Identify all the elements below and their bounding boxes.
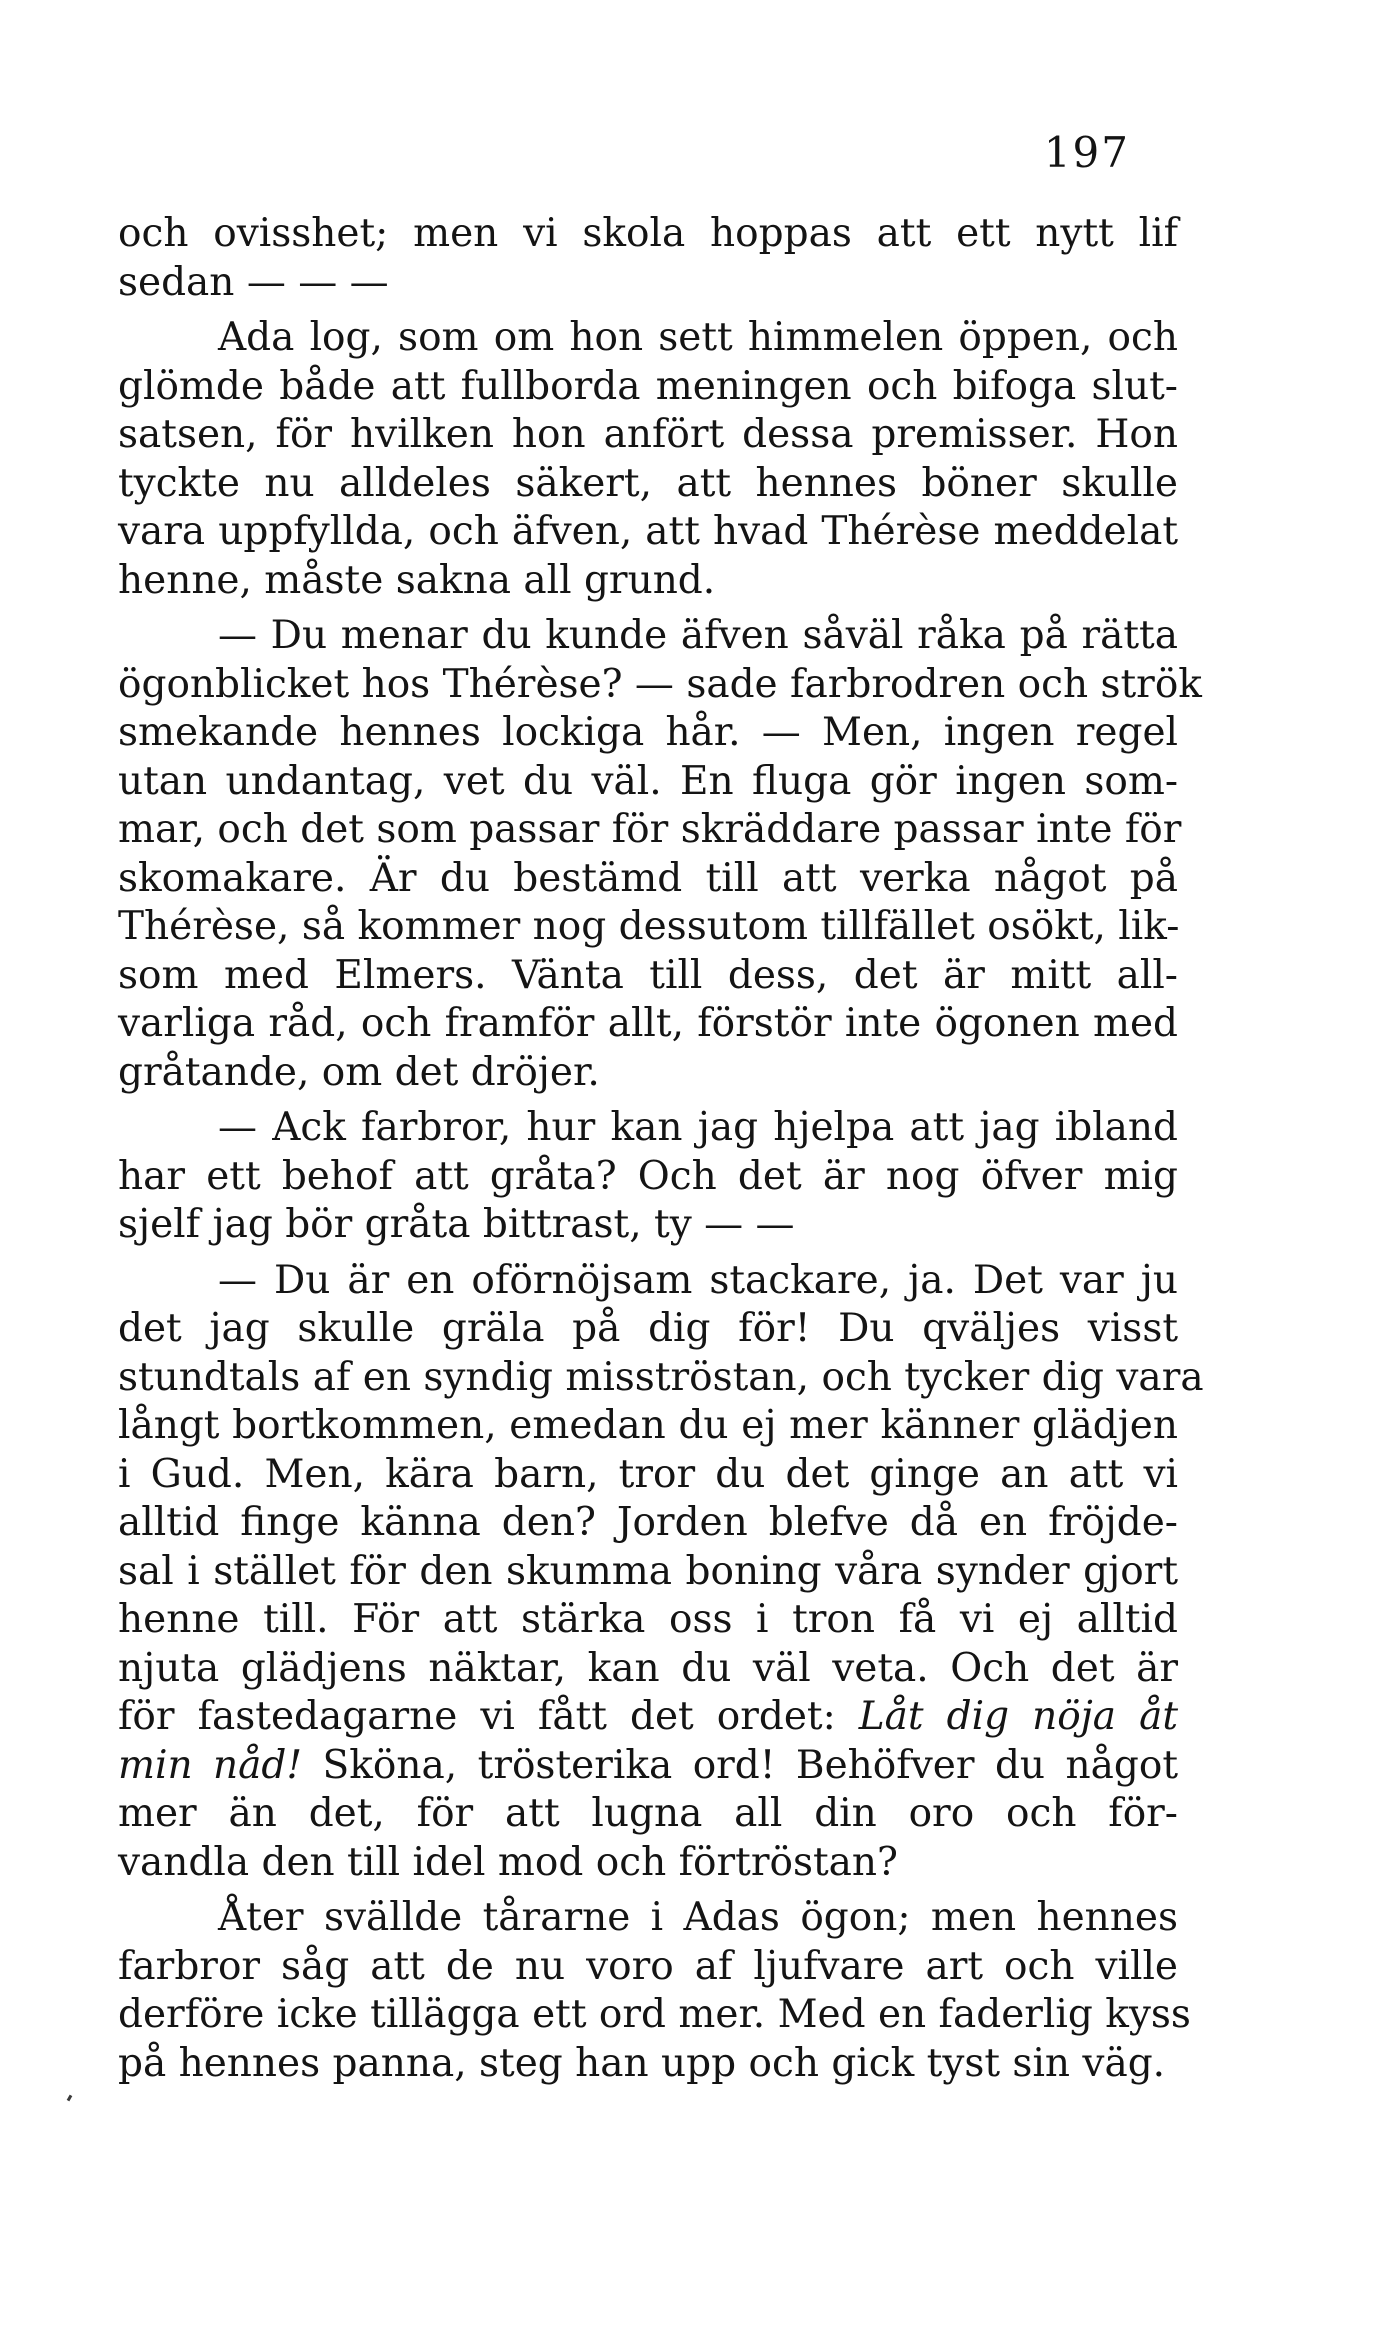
- paragraph: [118, 612, 1202, 1097]
- text-line: min nåd! Sköna, trösterika ord! Behöfver du något: [118, 1742, 1178, 1788]
- text-line: Thérèse, så kommer nog dessutom tillfället osökt, lik-: [118, 904, 1180, 949]
- text-line: derföre icke tillägga ett ord mer. Med en faderlig kyss: [118, 1992, 1191, 2037]
- text-line: — Du menar du kunde äfven såväl råka på rätta: [218, 613, 1178, 658]
- text-line: njuta glädjens näktar, kan du väl veta. Och det är: [118, 1645, 1178, 1691]
- text-line: tyckte nu alldeles säkert, att hennes böner skulle: [118, 460, 1178, 506]
- text-line: henne till. För att stärka oss i tron få vi ej alltid: [118, 1597, 1178, 1642]
- text-line: långt bortkommen, emedan du ej mer känner glädjen: [118, 1403, 1178, 1448]
- text-line: satsen, för hvilken hon anfört dessa premisser. Hon: [118, 412, 1178, 457]
- paragraph: [118, 1104, 1178, 1250]
- text-line: sjelf jag bör gråta bittrast, ty — —: [118, 1202, 795, 1247]
- text-line: sal i stället för den skumma boning våra synder gjort: [118, 1548, 1178, 1594]
- body-text: [118, 210, 1204, 2088]
- text-line: gråtande, om det dröjer.: [118, 1049, 600, 1095]
- text-line: henne, måste sakna all grund.: [118, 557, 716, 603]
- text-line: sedan — — —: [118, 259, 389, 305]
- paragraph: [118, 314, 1178, 605]
- text-line: — Ack farbror, hur kan jag hjelpa att jag ibland: [218, 1105, 1178, 1150]
- text-line: för fastedagarne vi fått det ordet: Låt dig nöja åt: [118, 1694, 1178, 1739]
- text-line: smekande hennes lockiga hår. — Men, ingen regel: [118, 710, 1178, 755]
- text-line: vandla den till idel mod och förtröstan?: [118, 1839, 898, 1885]
- text-line: glömde både att fullborda meningen och bifoga slut-: [118, 363, 1178, 409]
- text-line: varliga råd, och framför allt, förstör inte ögonen med: [118, 1001, 1178, 1046]
- text-line: skomakare. Är du bestämd till att verka något på: [118, 855, 1178, 901]
- text-line: Åter svällde tårarne i Adas ögon; men hennes: [218, 1895, 1178, 1940]
- paragraph: [118, 1257, 1204, 1888]
- text-line: har ett behof att gråta? Och det är nog öfver mig: [118, 1153, 1178, 1199]
- page-number: 197: [1043, 128, 1130, 177]
- text-line: det jag skulle gräla på dig för! Du qväljes visst: [118, 1306, 1178, 1351]
- paragraph: [118, 210, 1178, 307]
- paragraph: [118, 1894, 1191, 2088]
- text-line: — Du är en oförnöjsam stackare, ja. Det var ju: [218, 1257, 1178, 1303]
- text-line: stundtals af en syndig misströstan, och tycker dig vara: [118, 1354, 1204, 1400]
- text-line: på hennes panna, steg han upp och gick tyst sin väg.: [118, 2040, 1166, 2086]
- text-line: i Gud. Men, kära barn, tror du det ginge an att vi: [118, 1451, 1178, 1497]
- text-line: vara uppfyllda, och äfven, att hvad Thérèse meddelat: [118, 509, 1178, 554]
- text-line: ögonblicket hos Thérèse? — sade farbrodren och strök: [118, 661, 1202, 707]
- text-line: mer än det, för att lugna all din oro och för-: [118, 1791, 1178, 1836]
- text-line: mar, och det som passar för skräddare passar inte för: [118, 807, 1182, 852]
- text-line: alltid finge känna den? Jorden blefve då en fröjde-: [118, 1500, 1178, 1545]
- text-line: Ada log, som om hon sett himmelen öppen, och: [218, 315, 1178, 360]
- text-line: farbror såg att de nu voro af ljufvare art och ville: [118, 1943, 1178, 1989]
- text-line: utan undantag, vet du väl. En fluga gör ingen som-: [118, 758, 1178, 804]
- text-line: och ovisshet; men vi skola hoppas att ett nytt lif: [118, 211, 1178, 256]
- paper-speck: [67, 2095, 73, 2102]
- text-line: som med Elmers. Vänta till dess, det är mitt all-: [118, 952, 1178, 998]
